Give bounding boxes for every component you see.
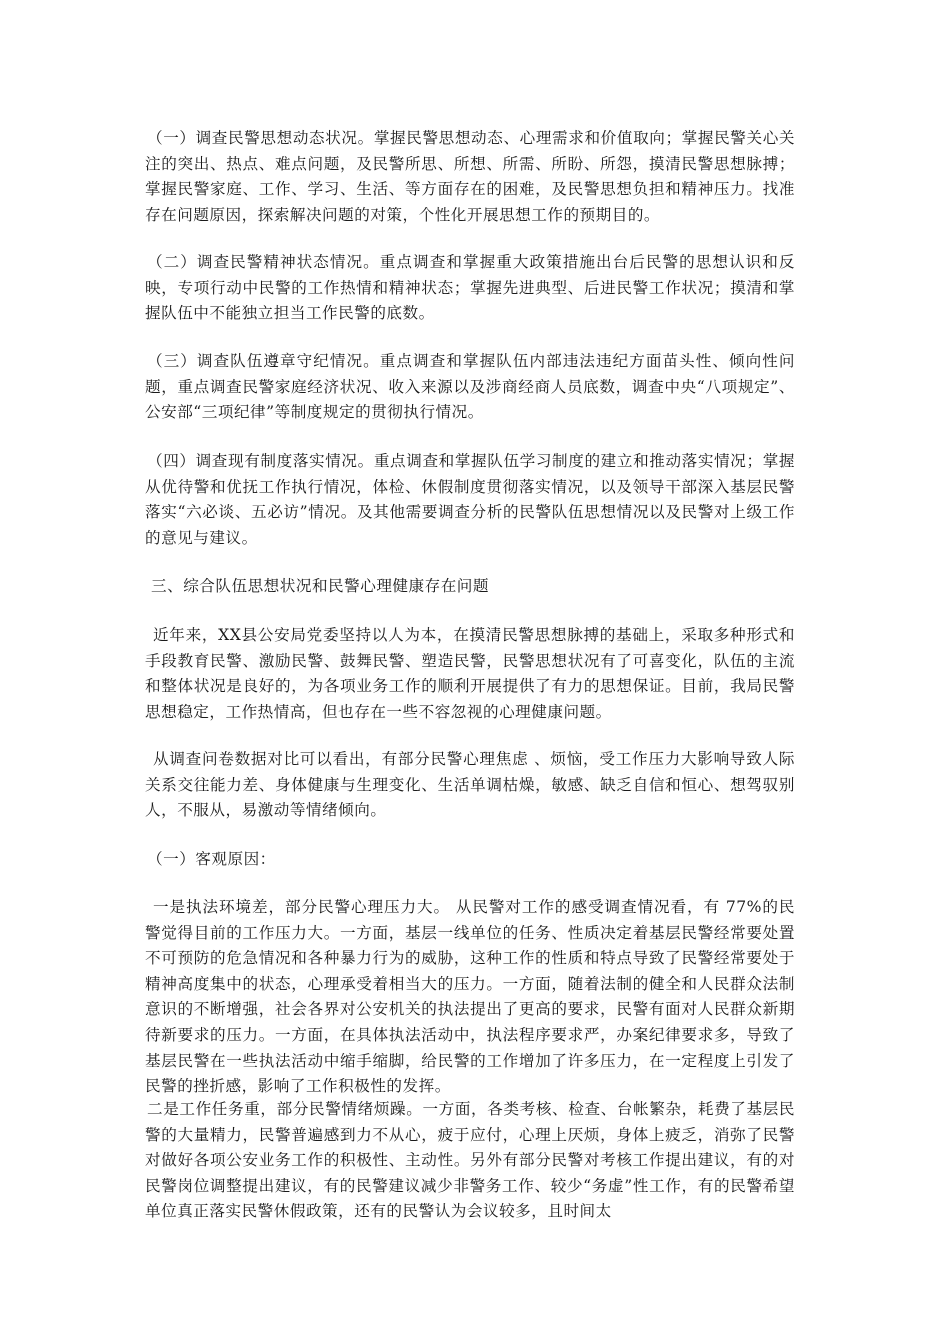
paragraph-overview: 近年来，XX县公安局党委坚持以人为本，在摸清民警思想脉搏的基础上，采取多种形式和手段教育民警、激励民警、鼓舞民警、塑造民警，民警思想状况有了可喜变化，队伍的主流和整体状况是良好的，为各项业务工作的顺利开展提供了有力的思想保证。目前，我局民警思想稳定，工作热情高，但也存在一些不容忽视的心理健康问题。 (145, 626, 795, 721)
paragraph-questionnaire-findings: 从调查问卷数据对比可以看出，有部分民警心理焦虑 、烦恼，受工作压力大影响导致人际关系交往能力差、身体健康与生理变化、生活单调枯燥，敏感、缺乏自信和恒心、想驾驭别人，不服从，易激动等情绪倾向。 (145, 750, 795, 820)
paragraph-ideology-survey: （一）调查民警思想动态状况。掌握民警思想动态、心理需求和价值取向；掌握民警关心关注的突出、热点、难点问题，及民警所思、所想、所需、所盼、所怨，摸清民警思想脉搏；掌握民警家庭、工作、学习、生活、等方面存在的困难，及民警思想负担和精神压力。找准存在问题原因，探索解决问题的对策，个性化开展思想工作的预期目的。 (145, 129, 795, 224)
paragraph-discipline-survey: （三）调查队伍遵章守纪情况。重点调查和掌握队伍内部违法违纪方面苗头性、倾向性问题，重点调查民警家庭经济状况、收入来源以及涉商经商人员底数，调查中央“八项规定”、公安部“三项纪律”等制度规定的贯彻执行情况。 (145, 352, 795, 422)
paragraph-spirit-survey: （二）调查民警精神状态情况。重点调查和掌握重大政策措施出台后民警的思想认识和反映，专项行动中民警的工作热情和精神状态；掌握先进典型、后进民警工作状况；摸清和掌握队伍中不能独立担当工作民警的底数。 (145, 253, 795, 323)
section-heading-problems: 三、综合队伍思想状况和民警心理健康存在问题 (151, 577, 489, 595)
paragraph-law-enforcement-pressure: 一是执法环境差，部分民警心理压力大。 从民警对工作的感受调查情况看，有 77%的民警觉得目前的工作压力大。一方面，基层一线单位的任务、性质决定着基层民警经常要处置不可预防的危急情况和各种暴力行为的威胁，这种工作的性质和特点导致了民警经常要处于精神高度集中的状态，心理承受着相当大的压力。一方面，随着法制的健全和人民群众法制意识的不断增强，社会各界对公安机关的执法提出了更高的要求，民警有面对人民群众新期待新要求的压力。一方面，在具体执法活动中，执法程序要求严，办案纪律要求多，导致了基层民警在一些执法活动中缩手缩脚，给民警的工作增加了许多压力，在一定程度上引发了民警的挫折感，影响了工作积极性的发挥。 (145, 898, 795, 1096)
subheading-objective-reasons: （一）客观原因： (147, 850, 276, 868)
paragraph-heavy-workload: 二是工作任务重，部分民警情绪烦躁。一方面，各类考核、检查、台帐繁杂，耗费了基层民警的大量精力，民警普遍感到力不从心，疲于应付，心理上厌烦，身体上疲乏，消弥了民警对做好各项公安业务工作的积极性、主动性。另外有部分民警对考核工作提出建议，有的对民警岗位调整提出建议，有的民警建议减少非警务工作、较少“务虚”性工作，有的民警希望单位真正落实民警休假政策，还有的民警认为会议较多，且时间太 (145, 1100, 795, 1221)
paragraph-system-survey: （四）调查现有制度落实情况。重点调查和掌握队伍学习制度的建立和推动落实情况；掌握从优待警和优抚工作执行情况，体检、休假制度贯彻落实情况，以及领导干部深入基层民警落实“六必谈、五必访”情况。及其他需要调查分析的民警队伍思想情况以及民警对上级工作的意见与建议。 (145, 452, 795, 547)
